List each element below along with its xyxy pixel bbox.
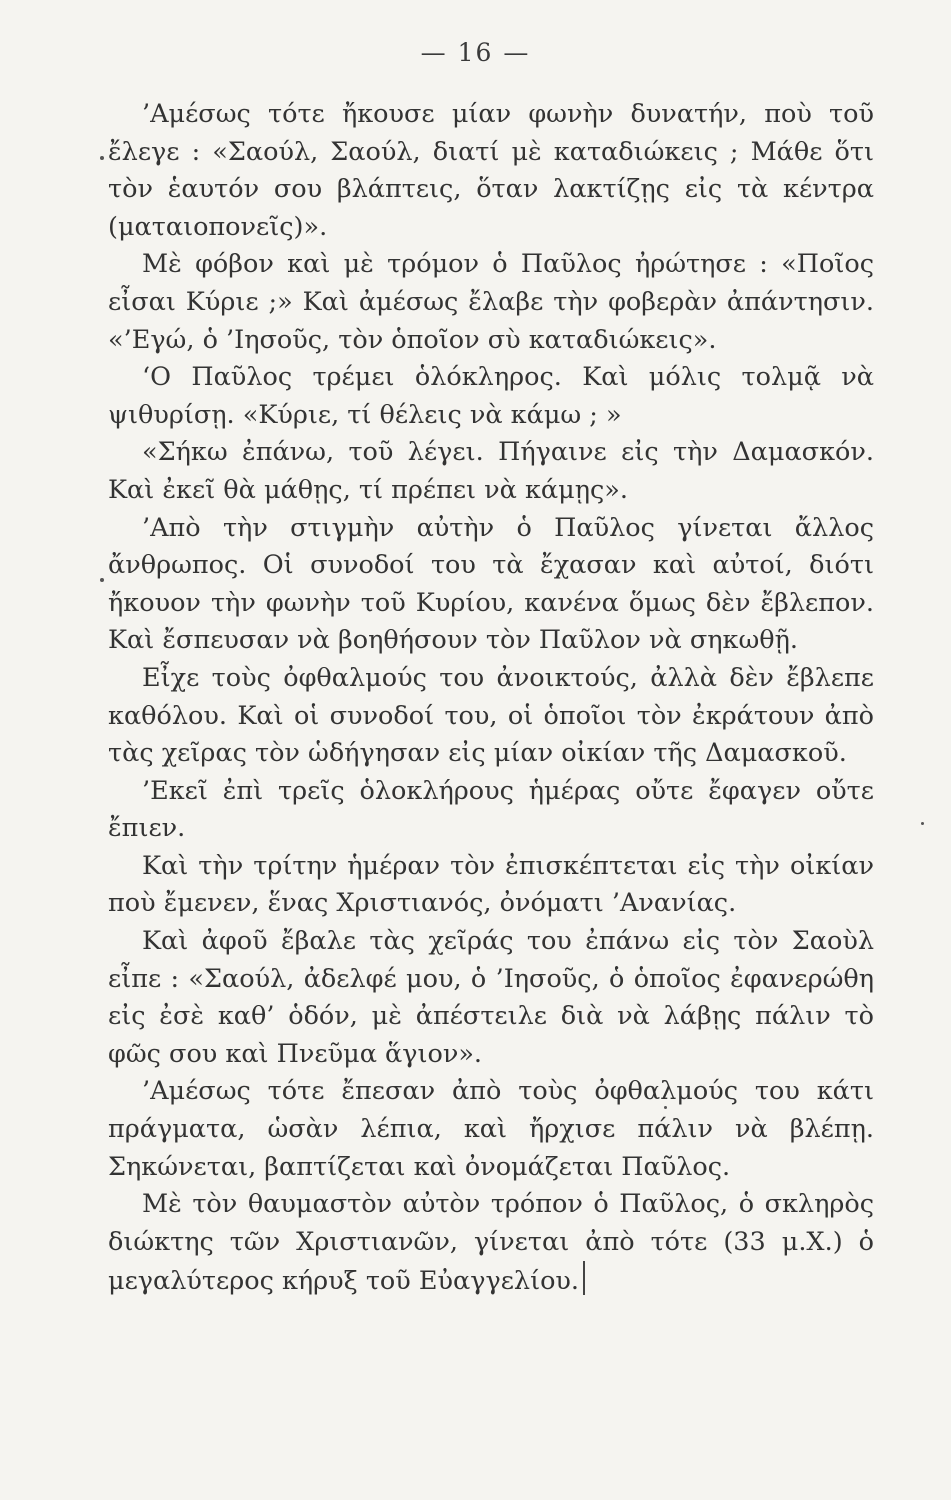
- ink-speck: [921, 822, 924, 825]
- paragraph-1: ’Αμέσως τότε ἤκουσε μίαν φωνὴν δυνατήν, ποὺ τοῦ ἔλεγε : «Σαούλ, Σαούλ, διατί μὲ καταδιώκεις ; Μάθε ὅτι τὸν ἑαυτόν σου βλάπτεις, ὅταν λακτίζῃς εἰς τὰ κέντρα (ματαιοπονεῖς)».: [108, 99, 874, 242]
- paragraph-2: Μὲ φόβον καὶ μὲ τρόμον ὁ Παῦλος ἠρώτησε : «Ποῖος εἶσαι Κύριε ;» Καὶ ἀμέσως ἔλαβε τὴν φοβερὰν ἀπάντησιν. «’Εγώ, ὁ ’Ιησοῦς, τὸν ὁποῖον σὺ καταδιώκεις».: [108, 249, 874, 355]
- page-number: — 16 —: [420, 38, 531, 67]
- paragraph-11: [108, 1186, 874, 1301]
- ink-mark: [583, 1261, 585, 1295]
- paragraph-9: Καὶ ἀφοῦ ἔβαλε τὰς χεῖράς του ἐπάνω εἰς τὸν Σαοὺλ εἶπε : «Σαούλ, ἀδελφέ μου, ὁ ’Ιησοῦς, ὁ ὁποῖος ἐφανερώθη εἰς ἐσὲ καθ’ ὁδόν, μὲ ἀπέστειλε διὰ νὰ λάβῃς πάλιν τὸ φῶς σου καὶ Πνεῦμα ἅγιον».: [108, 926, 874, 1069]
- ink-speck: [100, 578, 104, 582]
- paragraph-4: «Σήκω ἐπάνω, τοῦ λέγει. Πήγαινε εἰς τὴν Δαμασκόν. Καὶ ἐκεῖ θὰ μάθῃς, τί πρέπει νὰ κάμῃς».: [108, 437, 874, 505]
- paragraph-7: ’Εκεῖ ἐπὶ τρεῖς ὁλοκλήρους ἡμέρας οὔτε ἔφαγεν οὔτε ἔπιεν.: [108, 775, 874, 844]
- paragraph-6: Εἶχε τοὺς ὀφθαλμούς του ἀνοικτούς, ἀλλὰ δὲν ἔβλεπε καθόλου. Καὶ οἱ συνοδοί του, οἱ ὁποῖοι τὸν ἐκράτουν ἀπὸ τὰς χεῖρας τὸν ὡδήγησαν εἰς μίαν οἰκίαν τῆς Δαμασκοῦ.: [108, 662, 874, 769]
- paragraph-10: ’Αμέσως τότε ἔπεσαν ἀπὸ τοὺς ὀφθαλμούς του κάτι πράγματα, ὡσὰν λέπια, καὶ ἤρχισε πάλιν νὰ βλέπῃ. Σηκώνεται, βαπτίζεται καὶ ὀνομάζεται Παῦλος.: [108, 1076, 874, 1182]
- ink-speck: [664, 1106, 667, 1109]
- paragraph-11-text: Μὲ τὸν θαυμαστὸν αὐτὸν τρόπον ὁ Παῦλος, ὁ σκληρὸς διώκτης τῶν Χριστιανῶν, γίνεται ἀπὸ τότε (33 μ.Χ.) ὁ μεγαλύτερος κήρυξ τοῦ Εὐαγγελίου.: [108, 1189, 874, 1297]
- ink-speck: [100, 156, 104, 160]
- paragraph-3: ‘Ο Παῦλος τρέμει ὁλόκληρος. Καὶ μόλις τολμᾷ νὰ ψιθυρίσῃ. «Κύριε, τί θέλεις νὰ κάμω ; »: [108, 362, 874, 430]
- body-text: [108, 96, 874, 1301]
- paragraph-5: ’Απὸ τὴν στιγμὴν αὐτὴν ὁ Παῦλος γίνεται ἄλλος ἄνθρωπος. Οἱ συνοδοί του τὰ ἔχασαν καὶ αὐτοί, διότι ἤκουον τὴν φωνὴν τοῦ Κυρίου, κανένα ὅμως δὲν ἔβλεπον. Καὶ ἔσπευσαν νὰ βοηθήσουν τὸν Παῦλον νὰ σηκωθῇ.: [108, 512, 874, 656]
- paragraph-8: Καὶ τὴν τρίτην ἡμέραν τὸν ἐπισκέπτεται εἰς τὴν οἰκίαν ποὺ ἔμενεν, ἕνας Χριστιανός, ὀνόματι ’Ανανίας.: [108, 850, 874, 919]
